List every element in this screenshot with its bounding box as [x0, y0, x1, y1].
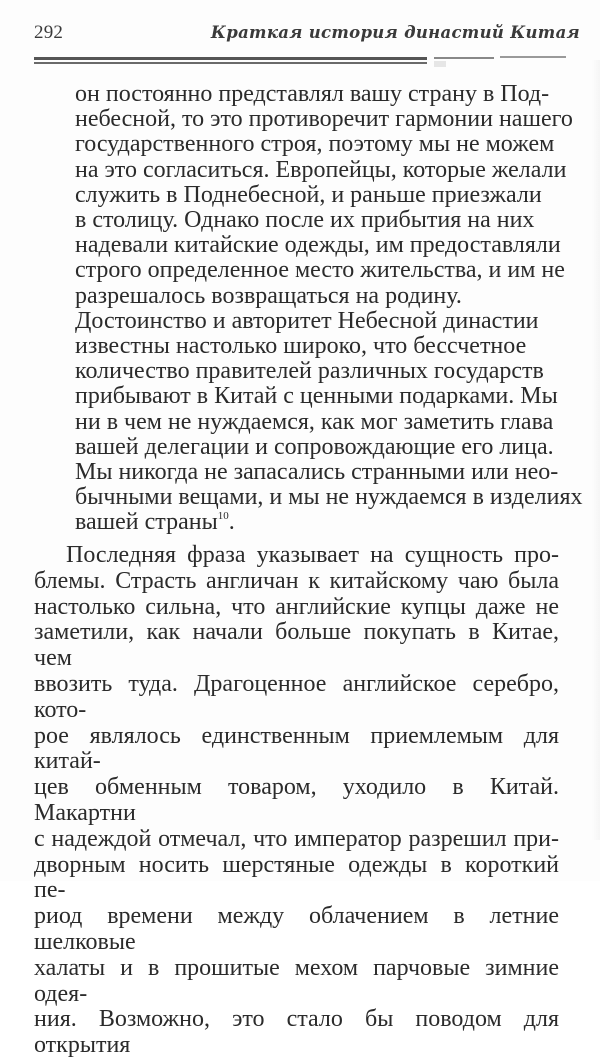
quote-line: ни в чем не нуждаемся, как мог заметить глава — [75, 408, 554, 435]
paragraph-line: ния. Возможно, это стало бы поводом для открытия — [34, 1006, 559, 1059]
body-paragraph — [34, 543, 600, 1059]
quote-line: строго определенное место жительства, и им не — [75, 257, 565, 284]
header-rule-gap — [434, 61, 446, 67]
footnote-reference[interactable]: 10 — [217, 510, 229, 523]
quote-line: бычными вещами, и мы не нуждаемся в изделиях — [75, 484, 583, 511]
paragraph-line: рое являлось единственным приемлемым для китай- — [34, 722, 559, 775]
header-rule-thick — [34, 57, 427, 60]
running-header — [34, 22, 600, 46]
header-rule-fragment — [434, 57, 494, 59]
paragraph-line: ввозить туда. Драгоценное английское серебро, кото- — [34, 670, 559, 723]
quote-line: вашей делегации и сопровождающие его лица. — [75, 433, 554, 460]
quote-last-line — [75, 510, 595, 535]
paragraph-line: дворным носить шерстяные одежды в короткий пе- — [34, 851, 559, 904]
quote-line: Достоинство и авторитет Небесной династии — [75, 307, 539, 334]
running-title: Краткая история династий Китая — [210, 23, 580, 42]
quote-line: прибывают в Китай с ценными подарками. Мы — [75, 383, 558, 410]
quote-line: Мы никогда не запасались странными или нео- — [75, 459, 559, 486]
quote-line: на это согласиться. Европейцы, которые желали — [75, 156, 567, 183]
scan-edge-shading — [592, 60, 600, 840]
header-rule-thin — [34, 62, 427, 64]
quote-line: в столицу. Однако после их прибытия на них — [75, 207, 535, 234]
block-quote — [75, 82, 595, 536]
paragraph-line: риод времени между облачением в летние шелковые — [34, 903, 559, 955]
quote-line: известны настолько широко, что бессчетное — [75, 333, 527, 360]
paragraph-line: настолько сильна, что английские купцы даже не — [34, 593, 559, 620]
paragraph-line: Последняя фраза указывает на сущность про- — [66, 542, 559, 568]
paragraph-line: халаты и в прошитые мехом парчовые зимние одея- — [34, 954, 559, 1007]
quote-line: разрешалось возвращаться на родину. — [75, 282, 462, 309]
header-rule-fragment-right — [500, 56, 566, 58]
quote-last-line-text: вашей страны — [75, 509, 218, 536]
quote-line: надевали китайские одежды, им предоставляли — [75, 232, 561, 259]
paragraph-line: заметили, как начали больше покупать в Китае, чем — [34, 619, 559, 672]
quote-line: количество правителей различных государств — [75, 358, 544, 385]
paragraph-line: блемы. Страсть англичан к китайскому чаю была — [34, 567, 559, 594]
page-number: 292 — [34, 22, 64, 43]
quote-line: небесной, то это противоречит гармонии нашего — [75, 106, 573, 133]
quote-line: государственного строя, поэтому мы не можем — [75, 131, 555, 158]
quote-line: он постоянно представлял вашу страну в Под- — [75, 81, 550, 107]
paragraph-line: с надеждой отмечал, что император разрешил при- — [34, 825, 559, 852]
paragraph-line: цев обменным товаром, уходило в Китай. Макартни — [34, 774, 559, 826]
quote-period: . — [228, 509, 235, 536]
quote-line: служить в Поднебесной, и раньше приезжали — [75, 181, 542, 208]
